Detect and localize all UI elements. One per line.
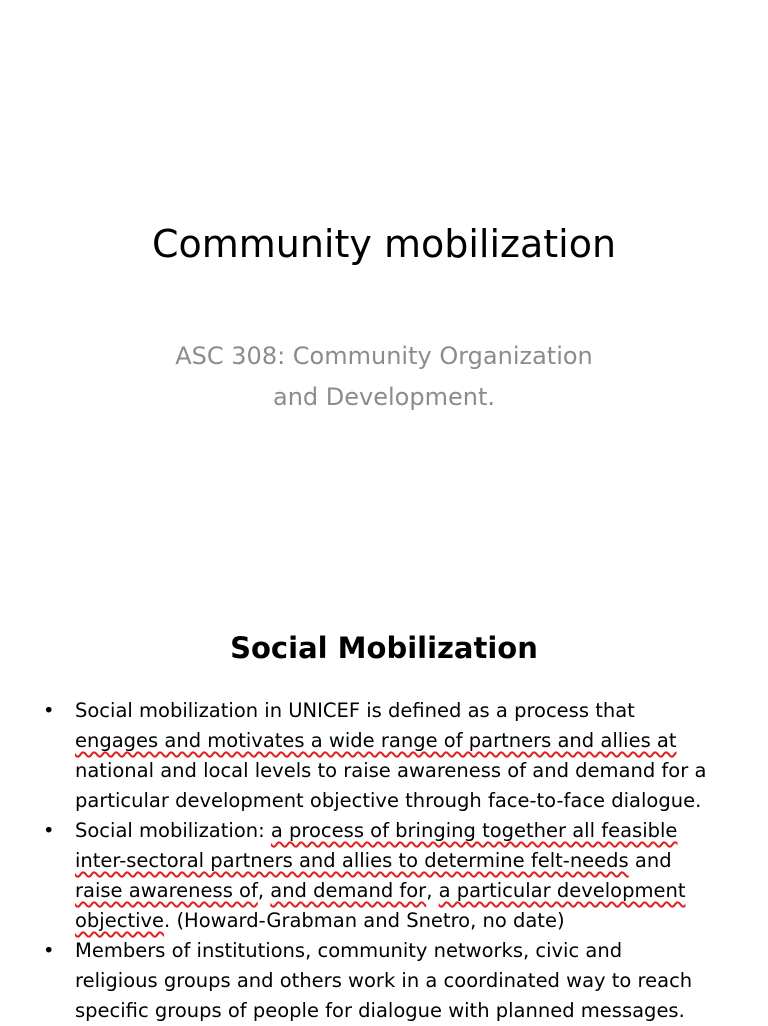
bullet-3-line-2 [75, 966, 725, 996]
bullet-2-line-3 [75, 876, 725, 906]
text-run: Social mobilization in UNICEF is defined as a process that [75, 699, 635, 722]
text-run: . (Howard-Grabman and Snetro, no date) [164, 909, 565, 932]
text-run: and [628, 849, 672, 872]
bullet-1-line-2 [75, 726, 725, 756]
text-run: particular development objective through face-to-face dialogue. [75, 789, 702, 812]
text-run: inter-sectoral partners and allies to determine felt-needs [75, 849, 629, 872]
bullet-dot-icon: • [43, 819, 55, 842]
subtitle-line-1: ASC 308: Community Organization [175, 342, 593, 370]
bullet-3-line-1 [75, 936, 725, 966]
text-run: national and local levels to raise awareness of and demand for a [75, 759, 707, 782]
bullet-1-line-1 [75, 696, 725, 726]
bullet-dot-icon: • [43, 939, 55, 962]
bullet-1-line-4 [75, 786, 725, 816]
text-run: raise awareness of [75, 879, 258, 902]
slide-1-subtitle [100, 336, 668, 418]
text-run: engages and motivates a wide range of partners and allies at [75, 729, 677, 752]
text-run: objective [75, 909, 165, 932]
bullet-2-line-2 [75, 846, 725, 876]
text-run: and demand for [270, 879, 427, 902]
text-run: Social mobilization: [75, 819, 271, 842]
bullet-1-line-3 [75, 756, 725, 786]
text-run: a particular development [438, 879, 686, 902]
text-run: , [257, 879, 271, 902]
bullet-item-3 [0, 936, 725, 1026]
bullet-item-1 [0, 696, 725, 816]
bullet-dot-icon: • [43, 699, 55, 722]
text-run: a process of bringing together all feasible [270, 819, 678, 842]
subtitle-line-2: and Development. [273, 383, 495, 411]
slide-social-mobilization [0, 576, 768, 1024]
text-run: , [426, 879, 439, 902]
slide-2-title: Social Mobilization [230, 631, 538, 665]
text-run: specific groups of people for dialogue with planned messages. [75, 999, 685, 1022]
bullet-list [0, 696, 768, 1026]
bullet-item-2 [0, 816, 725, 936]
bullet-3-line-3 [75, 996, 725, 1026]
text-run: Members of institutions, community networks, civic and [75, 939, 623, 962]
text-run: religious groups and others work in a coordinated way to reach [75, 969, 693, 992]
bullet-2-line-1 [75, 816, 725, 846]
slide-1-title: Community mobilization [151, 222, 617, 266]
bullet-2-line-4 [75, 906, 725, 936]
